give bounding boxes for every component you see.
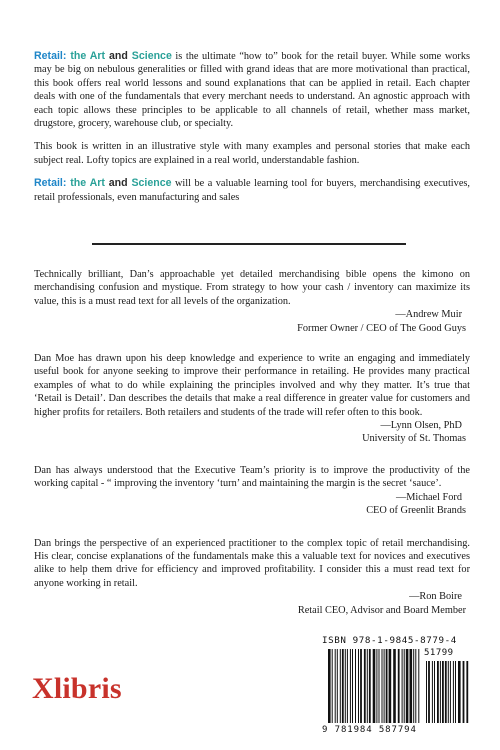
barcode-bar	[445, 661, 447, 723]
section-divider	[92, 243, 406, 245]
barcode-bar	[337, 649, 338, 723]
barcode-bar	[358, 649, 359, 723]
barcode-bar	[382, 649, 383, 723]
barcode-bar	[376, 649, 377, 723]
endorsement	[34, 352, 470, 446]
endorsement-attribution	[34, 590, 470, 617]
barcode-digits: 9 781984 587794	[322, 725, 417, 735]
barcode-bar	[415, 649, 416, 723]
blurb-paragraph-1	[34, 50, 470, 130]
book-title-part: Science	[131, 50, 172, 62]
barcode-bar	[402, 649, 403, 723]
barcode-bar	[347, 649, 348, 723]
blurb-text: is the ultimate “how to” book for the retail buyer. While some works may be big on nebulous generalities or filled with grand ideas that are more motivational than practical, this book offers real world lessons and sound explanations that can be applied in retail. Each chapter deals with one of the fundamentals that every merchant needs to understand. An agnostic approach with each topic allows these principles to be applicable to all channels of retail, whether mass market, drugstore, grocery, warehouse club, or specialty.	[34, 51, 470, 130]
barcode-bar	[466, 661, 468, 723]
barcode-bar	[413, 649, 414, 723]
endorsement	[34, 537, 470, 617]
endorsement	[34, 268, 470, 335]
barcode-addon-digits: 51799	[424, 648, 454, 658]
barcode-bar	[418, 649, 419, 723]
barcode-bar	[437, 661, 439, 723]
endorsement-attribution	[34, 308, 470, 335]
barcode-bar	[384, 649, 385, 723]
isbn-barcode-block	[322, 635, 474, 739]
publisher-logo: Xlibris	[32, 672, 122, 705]
barcode-bar	[398, 649, 400, 723]
book-title-part: the Art	[70, 50, 106, 62]
barcode-bar	[404, 649, 405, 723]
endorser-title: University of St. Thomas	[362, 433, 466, 445]
barcode-bar	[367, 649, 368, 723]
isbn-label: ISBN 978-1-9845-8779-4	[322, 635, 457, 646]
barcode-bar	[373, 649, 376, 723]
barcode-bar	[442, 661, 444, 723]
barcode-bar	[328, 649, 331, 723]
barcode-bar	[332, 649, 333, 723]
barcode-bar	[355, 649, 356, 723]
barcode-bar	[393, 649, 396, 723]
barcode-bar	[342, 649, 344, 723]
barcode-bar	[410, 649, 413, 723]
endorser-title: Former Owner / CEO of The Good Guys	[297, 322, 466, 334]
book-title-part: the Art	[70, 177, 105, 190]
endorsement-attribution	[34, 419, 470, 446]
barcode-bar	[432, 661, 433, 723]
barcode-bar	[350, 649, 351, 723]
endorsements	[34, 268, 470, 617]
endorser-name: —Ron Boire	[409, 591, 462, 603]
barcode-bar	[440, 661, 441, 723]
book-title-part: and	[104, 177, 132, 190]
barcode-bar	[379, 649, 380, 723]
endorsement	[34, 464, 470, 518]
barcode-graphic	[322, 649, 474, 725]
book-title-part: Retail:	[34, 177, 71, 190]
blurb-text: will be a valuable learning tool for buyers, merchandising executives, retail professionals, even manufacturing and sales	[34, 178, 470, 203]
barcode-bar	[406, 649, 409, 723]
barcode-bar	[335, 649, 336, 723]
endorsement-attribution	[34, 491, 470, 518]
barcode-bar	[434, 661, 435, 723]
endorser-name: —Michael Ford	[395, 491, 462, 503]
blurb-paragraph-3	[34, 177, 470, 204]
endorsement-quote: Dan Moe has drawn upon his deep knowledge and experience to write an engaging and immediately useful book for anyone seeking to improve their performance in retailing. He provides many practical examples of what to do while explaining the principles involved and why they matter. It’s true that ‘Retail is Detail’. Dan describes the details that make a real difference in greater value for customers and higher profits for retailers. Both retailers and students of the trade will refer often to this book.	[34, 353, 470, 418]
barcode-bar	[463, 661, 465, 723]
book-title-part: and	[105, 50, 132, 62]
barcode-bar	[360, 649, 362, 723]
description-blurb	[34, 50, 470, 214]
blurb-paragraph-2: This book is written in an illustrative style with many examples and personal stories that make each subject real. Lofty topics are explained in a real world, understandable fashion.	[34, 141, 470, 166]
endorser-name: —Lynn Olsen, PhD	[380, 420, 462, 432]
endorsement-quote: Dan brings the perspective of an experienced practitioner to the complex topic of retail merchandising. His clear, concise explanations of the fundamentals make this a valuable text for novices and executives alike to help them drive for efficiency and improved profitability. I consider this a must read text for anyone working in retail.	[34, 537, 470, 589]
barcode-bar	[369, 649, 371, 723]
barcode-bar	[386, 649, 388, 723]
barcode-bar	[453, 661, 454, 723]
barcode-bar	[426, 661, 427, 723]
barcode-bar	[448, 661, 449, 723]
book-title-part: Retail:	[34, 50, 71, 62]
endorser-title: Retail CEO, Advisor and Board Member	[297, 604, 466, 616]
barcode-bar	[389, 649, 392, 723]
barcode-bar	[450, 661, 451, 723]
barcode-bar	[458, 661, 461, 723]
book-title-part: Science	[131, 177, 172, 190]
barcode-bar	[364, 649, 366, 723]
endorser-title: CEO of Greenlit Brands	[366, 505, 466, 517]
endorser-name: —Andrew Muir	[395, 309, 462, 321]
barcode-bar	[352, 649, 353, 723]
endorsement-quote: Dan has always understood that the Executive Team’s priority is to improve the productivity of the working capital - “ improving the inventory ‘turn’ and maintaining the margin is the secret ‘sauce’.	[34, 464, 470, 490]
barcode-bar	[428, 661, 430, 723]
barcode-bar	[345, 649, 346, 723]
barcode-bar	[455, 661, 456, 723]
barcode-bar	[340, 649, 341, 723]
endorsement-quote: Technically brilliant, Dan’s approachable yet detailed merchandising bible opens the kimono on merchandising confusion and mystique. From strategy to how your cash / inventory can maximize its value, this is a must read text for all levels of the organization.	[34, 269, 470, 307]
